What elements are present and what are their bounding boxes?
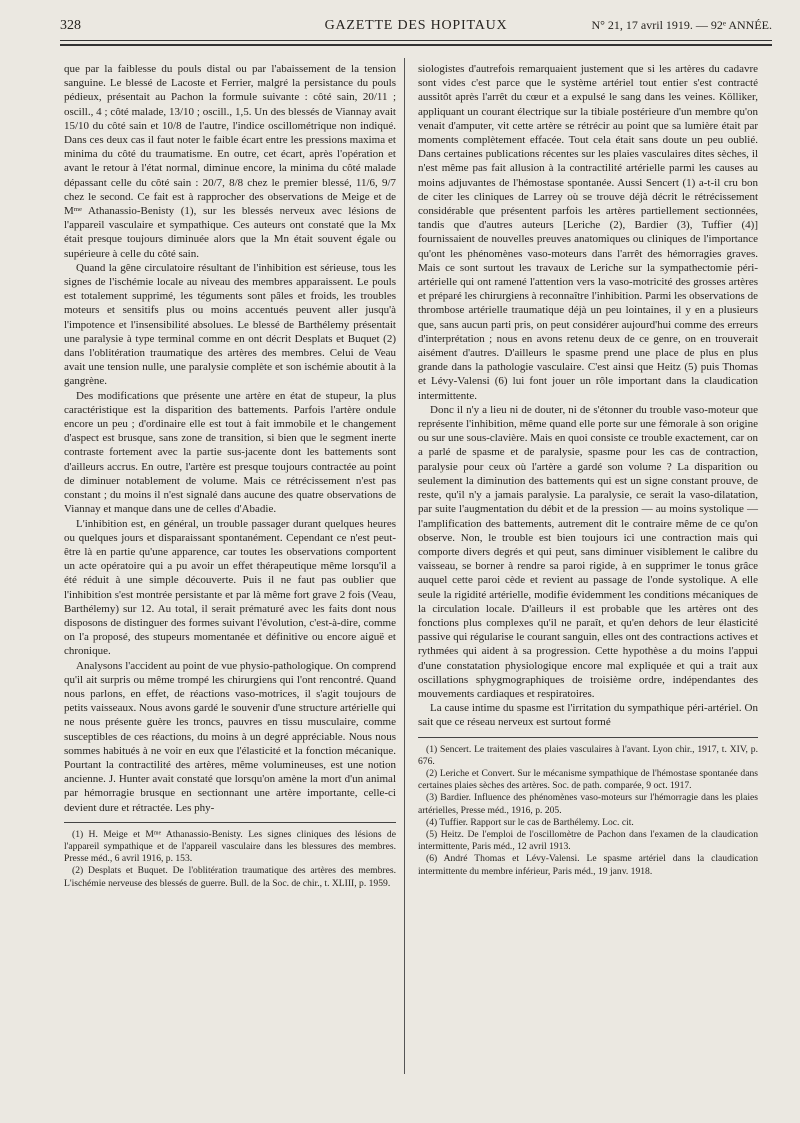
footnote-rule [64,822,396,823]
footnote: (6) André Thomas et Lévy-Valensi. Le spasme artériel dans la claudication intermittente du membre inférieur, Paris méd., 19 janv. 1918. [418,853,758,877]
paragraph: siologistes d'autrefois remarquaient justement que si les artères du cadavre sont vides c'est parce que le système artériel tout entier s'est contracté aussitôt après l'arrêt du cœur et a expulsé le sang dans les veines. Kölliker, appliquant un courant électrique sur la tibiale postérieure d'un membre qu'on venait d'amputer, vit cette artère se rétrécir au point que sa lumière était par moments complètement effacée. Tout cela était sans doute un peu oublié. Dans certaines publications récentes sur les plaies vasculaires dites sèches, il n'est même pas fait allusion à la contractilité artérielle parmi les causes au moins adjuvantes de l'hémostase spontanée. Aussi Sencert (1) a-t-il cru bon de citer les cliniques de Larrey où se trouve déjà décrit le rétrécissement considérable que présentent parfois les artères partiellement sectionnées, tandis que d'autres auteurs [Leriche (2), Bardier (3), Tuffier (4)] fournissaient de nouvelles preuves anatomiques ou cliniques de l'importance qu'ont les phénomènes vaso-moteurs dans l'arrêt des hémorragies graves. Mais ce sont surtout les travaux de Leriche sur la sympathectomie péri-artérielle qui ont ramené l'attention vers la vaso-motricité des grosses artères et préparé les chirurgiens à reconnaître l'inhibition. Parmi les observations de thrombose artérielle traumatique déjà un peu lointaines, il y en a plusieurs que, sans aucun parti pris, on peut considérer aujourd'hui comme des erreurs d'interprétation ; nous en avons retenu deux de ce genre, on en trouverait aisément d'autres. D'ailleurs le spasme prend une place de plus en plus grande dans la pathologie vasculaire. C'est ainsi que Heitz (5) puis Thomas et Lévy-Valensi (6) lui font jouer un rôle important dans la claudication intermittente. [418,63,758,402]
footnotes [64,829,396,890]
footnote: (5) Heitz. De l'emploi de l'oscillomètre de Pachon dans l'examen de la claudication intermittente, Paris méd., 12 avril 1913. [418,828,758,853]
footnote-rule [418,737,758,738]
paragraph: Donc il n'y a lieu ni de douter, ni de s'étonner du trouble vaso-moteur que représente l'inhibition, même quand elle porte sur une fémorale à son origine ou sur une sous-clavière. Mais en quoi consiste ce trouble exactement, car on a parlé de spasme et de paralysie, spasme pour les cas de contraction, paralysie pour ceux où l'artère a gardé son volume ? La disparition ou seulement la diminution des battements qui est un signe constant prouve, de reste, qu'il n'y a jamais paralysie. La paralysie, ce serait la vaso-dilatation, par suite l'augmentation du débit et de la pression — au moins systolique — l'amplification des battements, autrement dit le contraire même de ce qu'on observe. Non, le trouble est bien toujours ici une contraction mais qui comporte divers degrés et qui peut, sans diminuer visiblement le calibre du vaisseau, se borner à rendre sa paroi rigide, à en supprimer le tonus grâce auquel cette paroi cède et revient au passage de l'onde systolique. A elle seule la rigidité artérielle, modifie évidemment les conditions mécaniques de la circulation locale. D'ailleurs il est probable que les artères ont des fonctions plus complexes qu'il ne paraît, et qu'en dehors de leur élasticité passive qui régularise le courant sanguin, elles ont des contractions actives et rythmées qui aident à sa progression. Cette hypothèse a du moins l'appui d'une constatation physiologique encore mal expliquée et qui a trait aux oscillations sphygmographiques de troisième ordre, indépendantes des mouvements cardiaques et respiratoires. [418,403,758,700]
header-rule-thick [60,44,772,46]
footnote: (3) Bardier. Influence des phénomènes vaso-moteurs sur l'hémorragie dans les plaies artérielles, Presse méd., 1916, p. 205. [418,792,758,816]
column-divider [404,58,405,1074]
header-rule [60,40,772,41]
page-number: 328 [60,18,81,33]
footnotes [418,744,758,878]
footnote: (2) Leriche et Convert. Sur le mécanisme sympathique de l'hémostase spontanée dans certaines plaies sèches des artères. Soc. de path. comparée, 9 oct. 1917. [418,767,758,792]
paragraph: que par la faiblesse du pouls distal ou par l'abaissement de la tension sanguine. Le blessé de Lacoste et Ferrier, malgré la persistance du pouls pédieux, présentait au Pachon la formule suivante : côté sain, 20/11 ; oscill., 4 ; côté malade, 13/10 ; oscill., 1,5. Un des blessés de Viannay avait 15/10 du côté sain et 10/8 de l'autre, l'indice oscillométrique non indiqué. Dans ces deux cas il faut noter le faible écart entre les pressions maxima et minima du côté du traumatisme. En outre, cet écart, après l'opération et avant le retour à l'état normal, diminue encore, la minima du côté malade dépassant celle du côté sain : 20/7, 8/8 chez le premier blessé, 11/6, 9/7 chez le second. Ce fait est à rapprocher des observations de Meige et de Mᵐᵉ Athanassio-Benisty (1), sur les blessés nerveux avec lésions de l'appareil vasculaire et sympathique. Ces auteurs ont constaté que la Mx était presque toujours diminuée alors que la Mn était souvent égale ou supérieure à celle du côté sain. [64,63,396,260]
footnote: (4) Tuffier. Rapport sur le cas de Barthélemy. Loc. cit. [426,816,634,828]
paragraph: La cause intime du spasme est l'irritation du sympathique péri-artériel. On sait que ce réseau nerveux est surtout formé [418,702,758,729]
paragraph: L'inhibition est, en général, un trouble passager durant quelques heures ou quelques jours et disparaissant spontanément. Cependant ce n'est peut-être là en partie qu'une apparence, car toutes les observations comportent un acte opératoire qui a pu avoir un effet thérapeutique même lorsqu'il a été réduit à une simple découverte. Puis il ne faut pas oublier que l'inhibition s'est montrée persistante et par là même fort grave 2 fois (Veau, Barthélemy) sur 12. Au total, il serait prématuré avec les faits dont nous disposons de distinguer des formes suivant l'évolution, c'est-à-dire, comme on l'a proposé, des stupeurs momentanée et définitive ou encore aiguë et chronique. [64,517,396,658]
footnote: (1) Sencert. Le traitement des plaies vasculaires à l'avant. Lyon chir., 1917, t. XIV, p. 676. [418,743,758,767]
left-column [64,62,396,890]
issue-info: N° 21, 17 avril 1919. — 92ᵉ ANNÉE. [591,18,772,32]
paragraph: Analysons l'accident au point de vue physio-pathologique. On comprend qu'il ait surpris ou même trompé les chirurgiens qui l'ont rencontré. Quand nous parlons, en effet, de réactions vaso-motrices, il s'agit toujours de petits vaisseaux. Nous avons gardé le souvenir d'une structure artérielle qui ne nous présente guère les troncs, pauvres en tissu musculaire, comme susceptibles de ces réactions, du moins à un degré appréciable. Nous nous sommes habitués à ne voir en eux que l'élasticité et la fonction mécanique. Pourtant la contractilité des artères, même volumineuses, est une notion ancienne. J. Hunter avait constaté que lorsqu'on amène la mort d'un animal par hémorragie brusque en sectionnant une artère importante, celle-ci devient dure et rétractée. Les phy- [64,659,396,814]
paragraph: Des modifications que présente une artère en état de stupeur, la plus caractéristique est la disparition des battements. Parfois l'artère ondule encore un peu ; d'ordinaire elle est tout à fait immobile et le changement d'aspect est brusque, sans zone de transition, si bien que le segment inerte contraste fortement avec la partie sus-jacente dont les battements sont d'ailleurs accrus. En outre, l'artère est presque toujours contractée au point de diminuer notablement de volume. Mais ce rétrécissement n'est pas constant ; du moins il n'est signalé dans aucune des quatre observations de Viannay et manque dans une de celles d'Abadie. [64,389,396,516]
journal-title: GAZETTE DES HOPITAUX [324,18,508,33]
right-column [418,62,758,878]
footnote: (2) Desplats et Buquet. De l'oblitération traumatique des artères des membres. L'ischémie nerveuse des blessés de guerre. Bull. de la Soc. de chir., t. XLIII, p. 1959. [64,865,396,889]
paragraph: Quand la gêne circulatoire résultant de l'inhibition est sérieuse, tous les signes de l'ischémie locale au niveau des membres apparaissent. Le pouls est totalement supprimé, les téguments sont pâles et froids, les troubles moteurs et sensitifs plus ou moins accentués peuvent aller jusqu'à l'impotence et l'insensibilité absolues. Le blessé de Barthélemy présentait une paralysie à type terminal comme en ont décrit Desplats et Buquet (2) dans l'oblitération traumatique des artères des membres. Celui de Veau avait une tension nulle, une paralysie complète et son ischémie aboutit à la gangrène. [64,261,396,388]
footnote: (1) H. Meige et Mᵐᵉ Athanassio-Benisty. Les signes cliniques des lésions de l'appareil sympathique et de l'appareil vasculaire dans les blessures des membres. Presse méd., 6 avril 1916, p. 153. [64,828,396,865]
running-header [60,18,772,40]
